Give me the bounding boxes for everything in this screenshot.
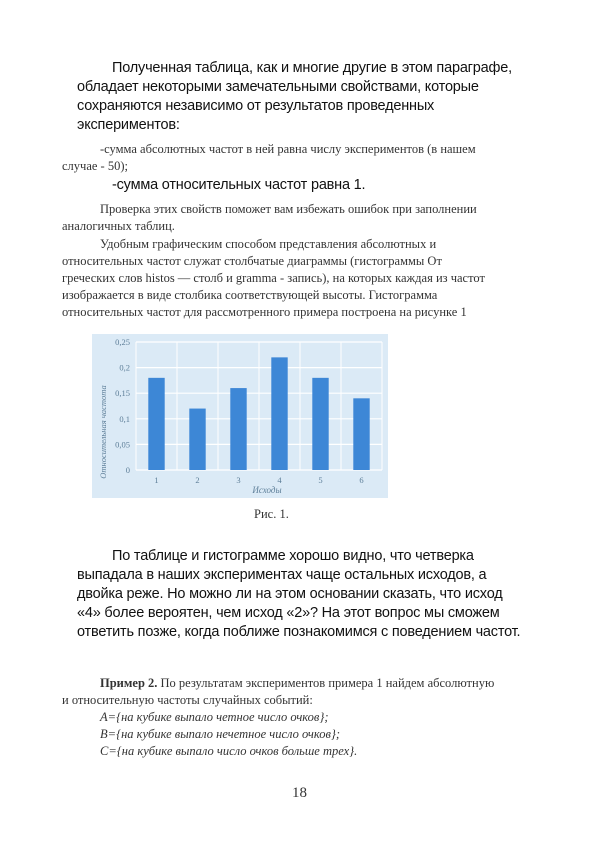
para2-line1: Проверка этих свойств поможет вам избежать ошибок при заполнении — [100, 202, 477, 216]
para4-line4: «4» более вероятен, чем исход «2»? На этот вопрос мы сможем — [77, 605, 500, 621]
para3-line1: Удобным графическим способом представления абсолютных и — [100, 237, 437, 251]
event-c: C={на кубике выпало число очков больше трех}. — [100, 744, 358, 758]
para1-line3: сохраняются независимо от результатов проведенных — [77, 98, 435, 114]
event-b: B={на кубике выпало нечетное число очков}; — [100, 727, 341, 741]
example2-line1-text: По результатам экспериментов примера 1 найдем абсолютную — [157, 676, 495, 690]
y-tick-label: 0,25 — [115, 337, 130, 347]
para4-line5: ответить позже, когда поближе познакомимся с поведением частот. — [77, 624, 521, 640]
figure-caption: Рис. 1. — [254, 507, 289, 521]
bar-5 — [312, 378, 328, 470]
example2-label: Пример 2. — [100, 676, 158, 690]
x-tick-label: 5 — [318, 475, 323, 485]
para1-line2: обладает некоторыми замечательными свойствами, которые — [77, 79, 479, 95]
y-tick-label: 0 — [125, 465, 130, 475]
bar-4 — [271, 357, 287, 470]
prop1-line2: случае - 50); — [62, 159, 128, 173]
para3-line4: изображается в виде столбика соответствующей высоты. Гистограмма — [62, 288, 438, 302]
para4-line2: выпадала в наших экспериментах чаще остальных исходов, а — [77, 567, 487, 583]
x-tick-label: 6 — [359, 475, 364, 485]
y-tick-label: 0,1 — [119, 413, 130, 424]
y-tick-label: 0,15 — [115, 388, 130, 399]
event-a: A={на кубике выпало четное число очков}; — [100, 710, 329, 724]
bar-1 — [148, 378, 164, 470]
example2-line2: и относительную частоты случайных событий: — [62, 693, 313, 707]
bar-2 — [189, 409, 205, 470]
x-tick-label: 4 — [277, 475, 282, 485]
relative-frequency-histogram — [92, 334, 388, 498]
y-tick-label: 0,05 — [115, 439, 130, 450]
para3-line3: греческих слов histos — столб и gramma - запись), на которых каждая из частот — [62, 271, 485, 285]
para1-line1: Полученная таблица, как и многие другие в этом параграфе, — [112, 60, 512, 76]
para3-line5: относительных частот для рассмотренного примера построена на рисунке 1 — [62, 305, 467, 319]
prop1-line1: -сумма абсолютных частот в ней равна числу экспериментов (в нашем — [100, 142, 476, 156]
y-axis-label: Относительная частота — [98, 385, 108, 479]
para4-line1: По таблице и гистограмме хорошо видно, что четверка — [112, 548, 474, 564]
x-axis-label: Исходы — [252, 485, 282, 495]
x-tick-label: 2 — [195, 475, 200, 485]
y-tick-label: 0,2 — [119, 362, 130, 373]
page-number: 18 — [292, 785, 307, 801]
para3-line2: относительных частот служат столбчатые диаграммы (гистограммы От — [62, 254, 442, 268]
prop2-line: -сумма относительных частот равна 1. — [112, 177, 366, 193]
para2-line2: аналогичных таблиц. — [62, 219, 175, 233]
example2-line1 — [100, 675, 494, 692]
x-tick-label: 3 — [236, 475, 241, 485]
para4-line3: двойка реже. Но можно ли на этом основании сказать, что исход — [77, 586, 503, 602]
bar-3 — [230, 388, 246, 470]
para1-line4: экспериментов: — [77, 117, 180, 133]
bar-6 — [353, 398, 369, 470]
x-tick-label: 1 — [154, 475, 159, 485]
